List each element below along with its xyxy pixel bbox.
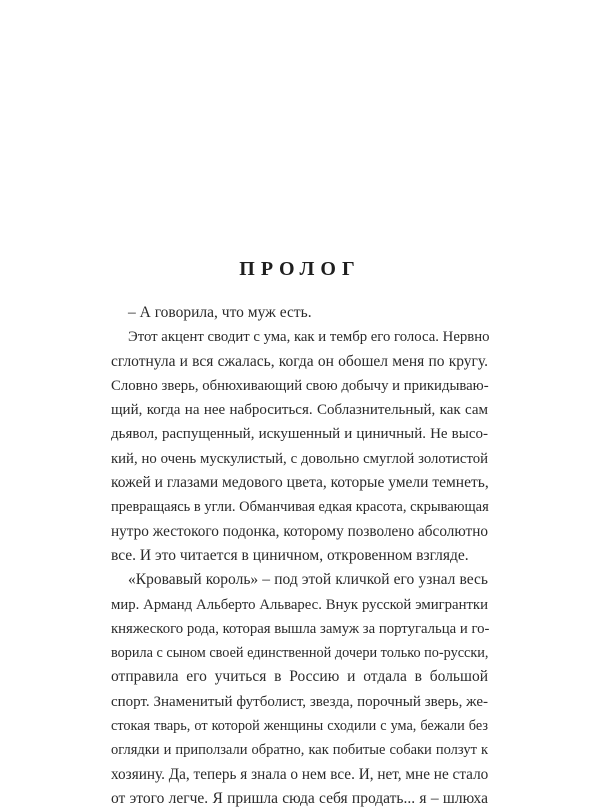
text-line: отправила его учиться в Россию и отдала в большой xyxy=(111,668,488,686)
text-line: «Кровавый король» – под этой кличкой его узнал весь xyxy=(128,571,488,589)
body-text xyxy=(111,301,488,811)
text-line: от этого легче. Я пришла сюда себя продать... я – шлюха xyxy=(111,789,488,807)
text-line: оглядки и приползали обратно, как побитые собаки ползут к xyxy=(111,742,488,759)
text-line: все. И это читается в циничном, откровенном взгляде. xyxy=(111,546,469,564)
text-line: – А говорила, что муж есть. xyxy=(128,304,312,321)
text-line: дьявол, распущенный, искушенный и циничный. Не высо- xyxy=(111,426,488,443)
text-line: сглотнула и вся сжалась, когда он обошел меня по кругу. xyxy=(111,352,488,370)
text-line: кий, но очень мускулистый, с довольно смуглой золотистой xyxy=(111,450,488,467)
text-line: ворила с сыном своей единственной дочери только по-русски, xyxy=(111,645,489,662)
text-line: княжеского рода, которая вышла замуж за португальца и го- xyxy=(111,620,490,637)
text-line: нутро жестокого подонка, которому позволено абсолютно xyxy=(111,522,488,540)
text-line: мир. Арманд Альберто Альварес. Внук русской эмигрантки xyxy=(111,596,488,613)
text-line: превращаясь в угли. Обманчивая едкая красота, скрывающая xyxy=(111,499,489,516)
text-line: спорт. Знаменитый футболист, звезда, порочный зверь, же- xyxy=(111,693,488,710)
text-line: щий, когда на нее наброситься. Соблазнительный, как сам xyxy=(111,402,488,419)
text-line: стокая тварь, от которой женщины сходили с ума, бежали без xyxy=(111,718,488,735)
text-line: кожей и глазами медового цвета, которые умели темнеть, xyxy=(111,474,489,492)
text-line: хозяину. Да, теперь я знала о нем все. И, нет, мне не стало xyxy=(111,765,489,783)
text-line: Этот акцент сводит с ума, как и тембр его голоса. Нервно xyxy=(128,329,490,346)
text-line: Словно зверь, обнюхивающий свою добычу и прикидываю- xyxy=(111,377,489,394)
chapter-title: ПРОЛОГ xyxy=(239,258,361,280)
